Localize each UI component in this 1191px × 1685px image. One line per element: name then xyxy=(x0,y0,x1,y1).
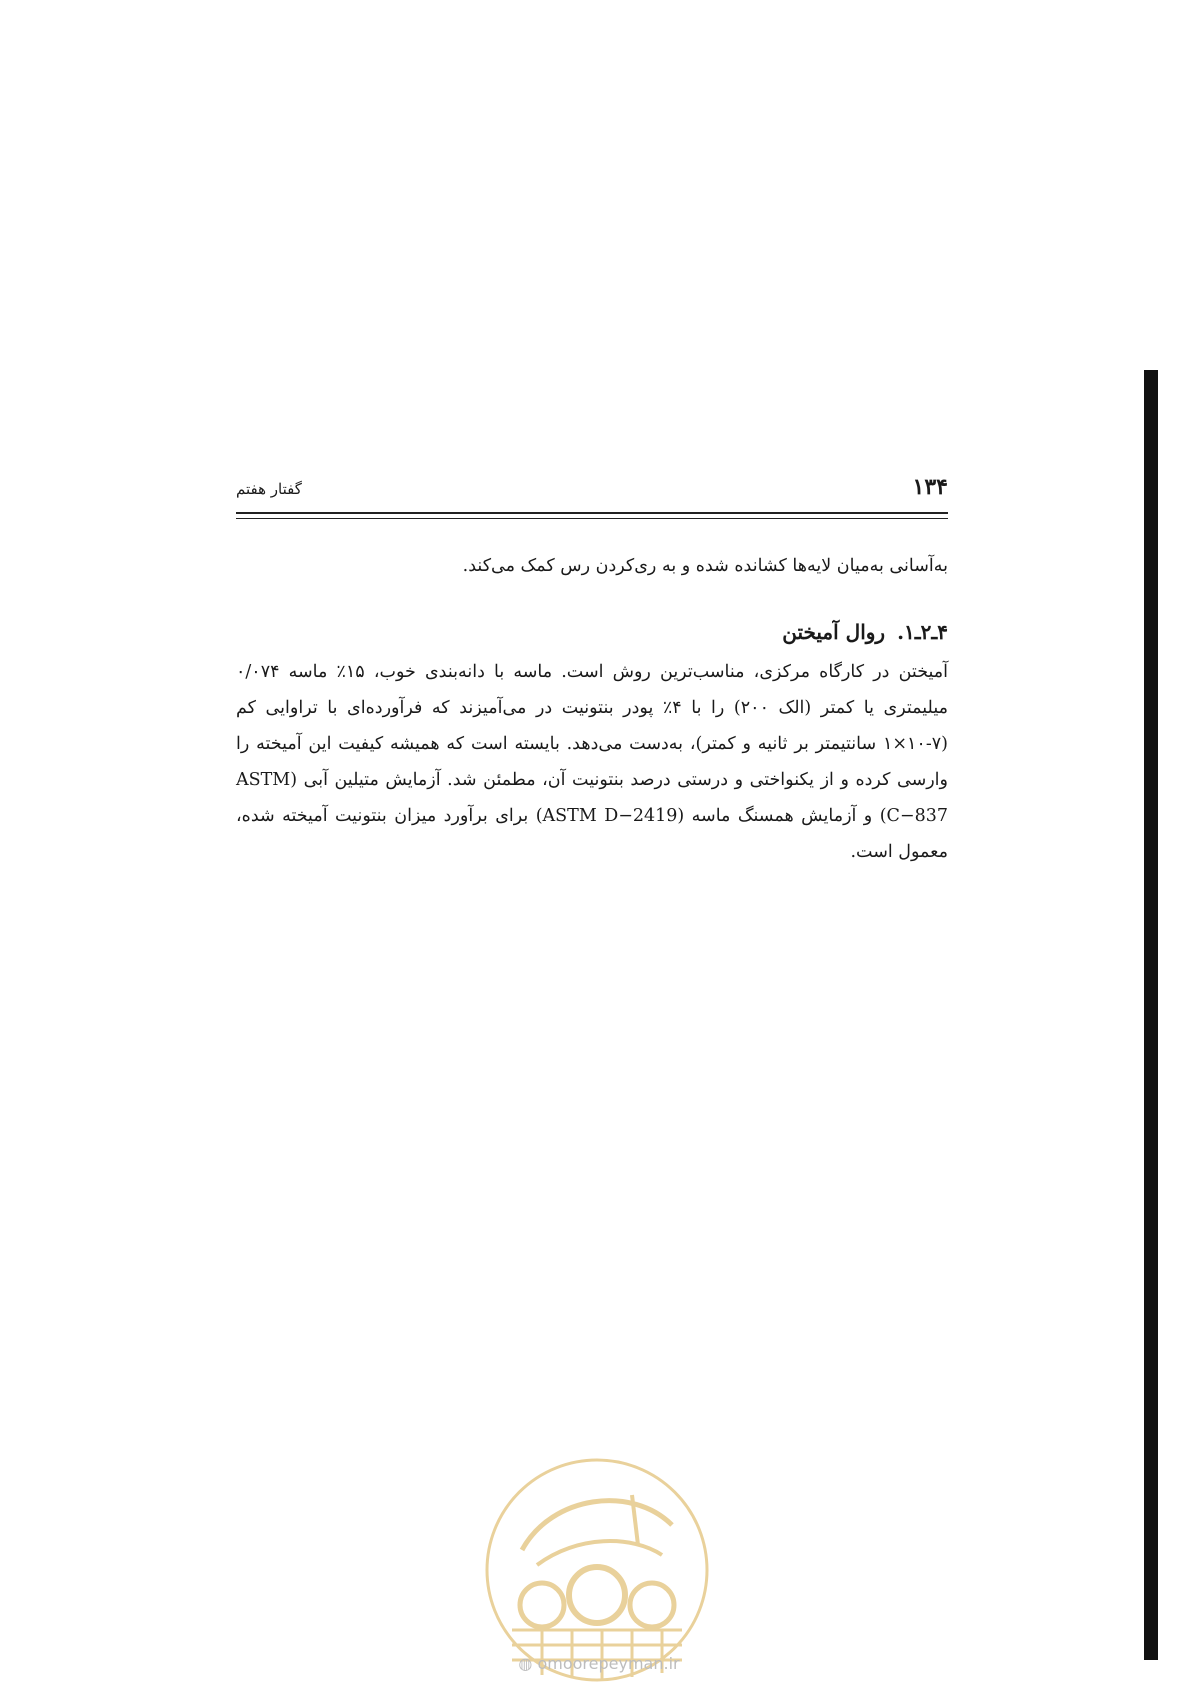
page-number: ۱۳۴ xyxy=(912,474,948,500)
paragraph-part-1: آمیختن در کارگاه مرکزی، مناسب‌ترین روش است. ماسه با دانه‌بندی خوب، ۱۵٪ ماسه ۰/۰۷۴ میلیمتری یا کمتر (الک ۲۰۰) را با ۴٪ پودر بنتونیت در می‌آمیزند که فرآورده‌ای با تراوایی کم (۷-۱۰×۱ سانتیمتر بر ثانیه و کمتر)، به‌دست می‌دهد. بایسته است که همیشه کیفیت این آمیخته را وارسی کرده و از یکنواختی و درستی درصد بنتونیت آن، مطمئن شد. آزمایش متیلین آبی ( xyxy=(236,662,949,790)
astm-reference-1: ASTM C−837 xyxy=(236,770,948,826)
paragraph-part-3: ) برای برآورد میزان بنتونیت آمیخته شده، معمول است. xyxy=(236,806,948,862)
section-heading xyxy=(236,614,948,650)
body-text xyxy=(236,548,948,870)
scan-edge-bar xyxy=(1144,370,1158,1660)
section-number: ۴ـ۲ـ۱. xyxy=(897,620,948,644)
header-rule-thick xyxy=(236,512,948,514)
globe-icon: ◍ xyxy=(518,1654,533,1673)
section-title: روال آمیختن xyxy=(782,620,886,644)
watermark-site-label xyxy=(494,1654,704,1673)
watermark-logo-icon xyxy=(482,1455,712,1685)
astm-reference-2: ASTM D−2419 xyxy=(542,806,678,826)
paragraph-part-2: ) و آزمایش همسنگ ماسه ( xyxy=(677,806,887,826)
body-paragraph xyxy=(236,654,948,870)
lead-line: به‌آسانی به‌میان لایه‌ها کشانده شده و به ری‌کردن رس کمک می‌کند. xyxy=(462,556,948,576)
header-rule-thin xyxy=(236,518,948,519)
chapter-title: گفتار هفتم xyxy=(236,480,302,498)
watermark-site: omoorepeyman.ir xyxy=(537,1654,680,1673)
